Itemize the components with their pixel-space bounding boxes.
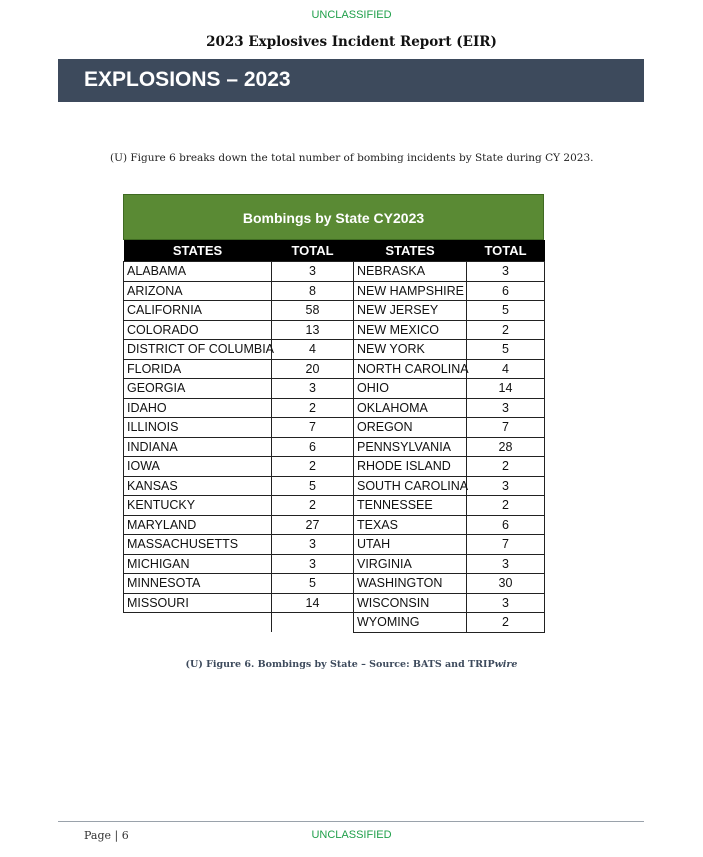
state-name-cell: COLORADO: [124, 320, 272, 340]
table-row: [124, 457, 545, 477]
table-row: [124, 340, 545, 360]
state-total-cell: 6: [467, 515, 545, 535]
state-name-cell: OKLAHOMA: [354, 398, 467, 418]
caption-italic: wire: [494, 659, 518, 670]
state-total-cell: 6: [467, 281, 545, 301]
state-name-cell: WASHINGTON: [354, 574, 467, 594]
state-total-cell: 6: [272, 437, 354, 457]
table-row: [124, 437, 545, 457]
state-name-cell: ILLINOIS: [124, 418, 272, 438]
state-name-cell: MISSOURI: [124, 593, 272, 613]
state-total-cell: 3: [272, 535, 354, 555]
state-total-cell: 3: [467, 398, 545, 418]
state-name-cell: CALIFORNIA: [124, 301, 272, 321]
state-name-cell: DISTRICT OF COLUMBIA: [124, 340, 272, 360]
state-total-cell: 3: [467, 476, 545, 496]
table-row: [124, 418, 545, 438]
state-name-cell: KANSAS: [124, 476, 272, 496]
caption-text: (U) Figure 6. Bombings by State – Source: BATS and TRIP: [185, 659, 495, 670]
column-header-total: TOTAL: [467, 240, 545, 262]
section-banner: [58, 59, 644, 102]
state-total-cell: 30: [467, 574, 545, 594]
state-name-cell: WYOMING: [354, 613, 467, 633]
state-total-cell: 4: [272, 340, 354, 360]
top-classification-marking: UNCLASSIFIED: [311, 9, 392, 21]
state-name-cell: TEXAS: [354, 515, 467, 535]
state-total-cell: 3: [467, 262, 545, 282]
state-name-cell: NEBRASKA: [354, 262, 467, 282]
state-name-cell: MICHIGAN: [124, 554, 272, 574]
state-total-cell: 3: [272, 379, 354, 399]
state-total-cell: 7: [467, 535, 545, 555]
empty-cell: [272, 613, 354, 633]
table-row: [124, 359, 545, 379]
state-total-cell: 5: [467, 340, 545, 360]
table-row: [124, 535, 545, 555]
bottom-classification-marking: UNCLASSIFIED: [311, 829, 392, 841]
table-row: [124, 593, 545, 613]
state-name-cell: NEW HAMPSHIRE: [354, 281, 467, 301]
section-title: EXPLOSIONS – 2023: [84, 68, 291, 91]
state-total-cell: 3: [467, 554, 545, 574]
state-total-cell: 3: [272, 554, 354, 574]
state-total-cell: 4: [467, 359, 545, 379]
state-name-cell: UTAH: [354, 535, 467, 555]
table-row: [124, 613, 545, 633]
state-total-cell: 2: [272, 496, 354, 516]
intro-paragraph: (U) Figure 6 breaks down the total number of bombing incidents by State during CY 2023.: [110, 152, 594, 164]
state-total-cell: 14: [467, 379, 545, 399]
column-header-total: TOTAL: [272, 240, 354, 262]
state-total-cell: 2: [467, 320, 545, 340]
state-name-cell: MASSACHUSETTS: [124, 535, 272, 555]
state-name-cell: MARYLAND: [124, 515, 272, 535]
state-totals-table: [123, 240, 545, 633]
table-row: [124, 398, 545, 418]
table-row: [124, 554, 545, 574]
state-name-cell: WISCONSIN: [354, 593, 467, 613]
column-header-states: STATES: [124, 240, 272, 262]
table-row: [124, 379, 545, 399]
table-row: [124, 574, 545, 594]
state-name-cell: ARIZONA: [124, 281, 272, 301]
page-number: Page | 6: [84, 829, 129, 842]
table-row: [124, 515, 545, 535]
state-name-cell: KENTUCKY: [124, 496, 272, 516]
state-total-cell: 2: [272, 457, 354, 477]
state-name-cell: NEW MEXICO: [354, 320, 467, 340]
state-name-cell: OREGON: [354, 418, 467, 438]
state-total-cell: 27: [272, 515, 354, 535]
state-name-cell: VIRGINIA: [354, 554, 467, 574]
footer-divider: [58, 821, 644, 822]
state-name-cell: SOUTH CAROLINA: [354, 476, 467, 496]
state-name-cell: RHODE ISLAND: [354, 457, 467, 477]
table-row: [124, 301, 545, 321]
state-total-cell: 5: [272, 574, 354, 594]
report-title: 2023 Explosives Incident Report (EIR): [206, 34, 497, 50]
state-total-cell: 2: [467, 613, 545, 633]
state-total-cell: 7: [272, 418, 354, 438]
state-total-cell: 2: [467, 496, 545, 516]
figure-caption: [0, 659, 703, 670]
state-name-cell: PENNSYLVANIA: [354, 437, 467, 457]
table-row: [124, 281, 545, 301]
state-total-cell: 14: [272, 593, 354, 613]
state-name-cell: ALABAMA: [124, 262, 272, 282]
state-total-cell: 8: [272, 281, 354, 301]
state-total-cell: 2: [272, 398, 354, 418]
state-total-cell: 2: [467, 457, 545, 477]
state-total-cell: 58: [272, 301, 354, 321]
table-title: Bombings by State CY2023: [123, 194, 544, 240]
table-row: [124, 496, 545, 516]
state-total-cell: 13: [272, 320, 354, 340]
state-name-cell: NORTH CAROLINA: [354, 359, 467, 379]
state-total-cell: 5: [467, 301, 545, 321]
state-name-cell: GEORGIA: [124, 379, 272, 399]
table-row: [124, 320, 545, 340]
state-total-cell: 20: [272, 359, 354, 379]
state-total-cell: 3: [467, 593, 545, 613]
state-total-cell: 5: [272, 476, 354, 496]
table-row: [124, 476, 545, 496]
state-name-cell: IDAHO: [124, 398, 272, 418]
state-name-cell: MINNESOTA: [124, 574, 272, 594]
column-header-states: STATES: [354, 240, 467, 262]
table-row: [124, 262, 545, 282]
bombings-by-state-table: [123, 194, 544, 633]
state-name-cell: NEW JERSEY: [354, 301, 467, 321]
state-total-cell: 3: [272, 262, 354, 282]
state-name-cell: OHIO: [354, 379, 467, 399]
state-name-cell: INDIANA: [124, 437, 272, 457]
table-header-row: [124, 240, 545, 262]
state-name-cell: NEW YORK: [354, 340, 467, 360]
state-name-cell: TENNESSEE: [354, 496, 467, 516]
state-total-cell: 7: [467, 418, 545, 438]
state-name-cell: FLORIDA: [124, 359, 272, 379]
empty-cell: [124, 613, 272, 633]
state-name-cell: IOWA: [124, 457, 272, 477]
state-total-cell: 28: [467, 437, 545, 457]
